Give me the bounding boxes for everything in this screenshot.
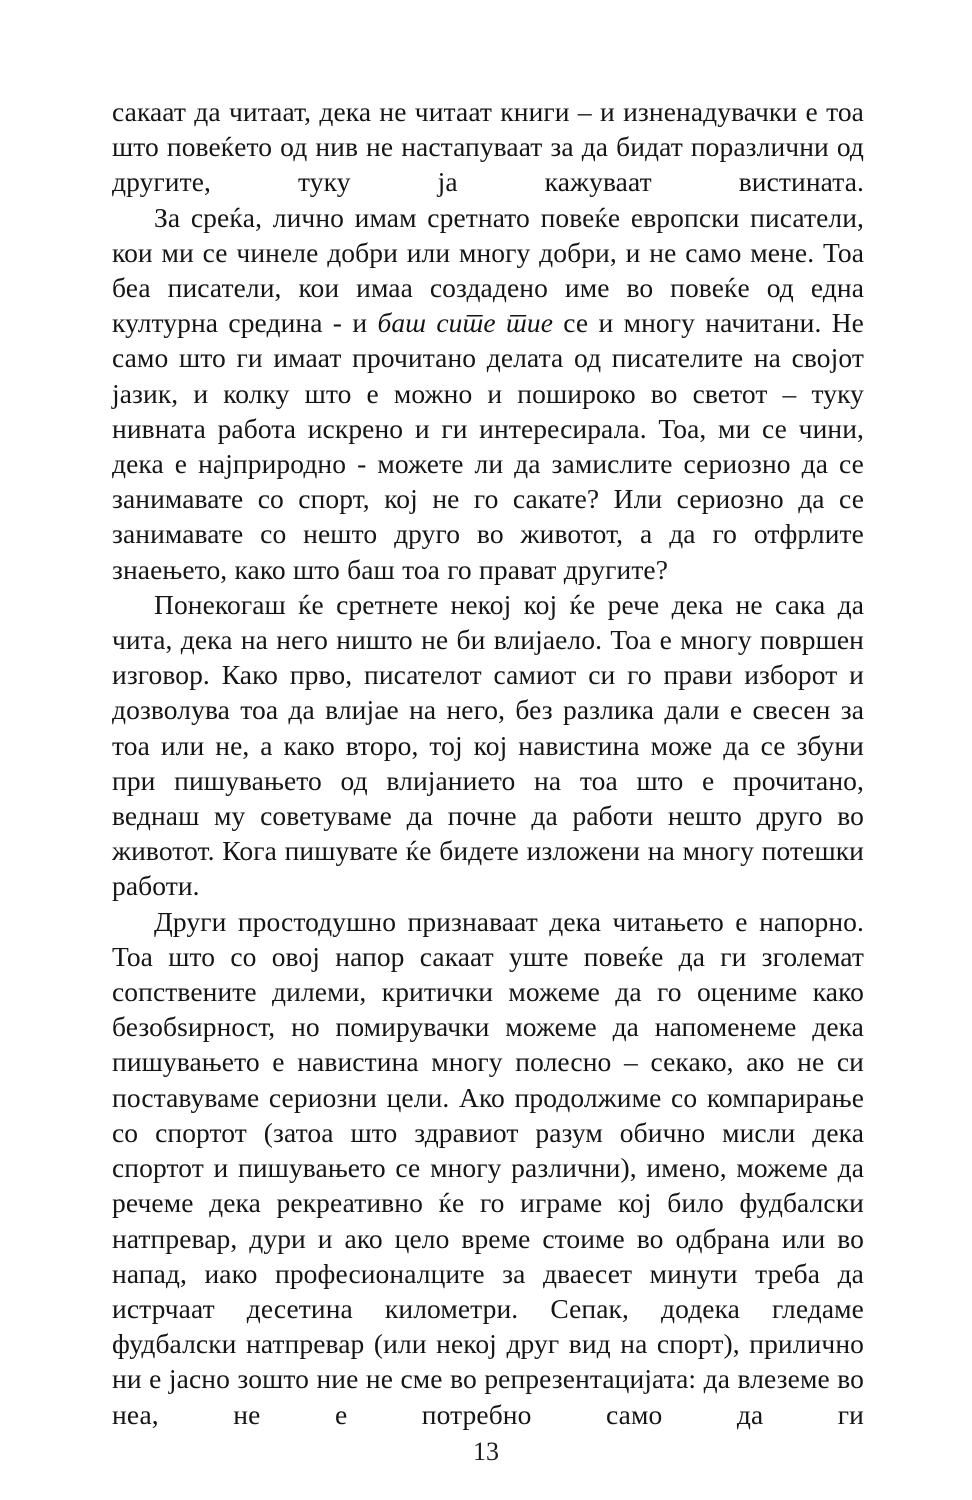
paragraph-2-text-after-italic: се и многу начитани. Не само што ги имаат прочитано делата од писателите на својот јазик, и колку што е можно и пошироко во светот – туку нивната работа искрено и ги интересирала. Тоа, ми се чини, дека е најприродно - можете ли да замислите сериозно да се занимавате со спорт, кој не го сакате? Или сериозно да се занимавате со нешто друго во животот, а да го отфрлите знаењето, како што баш тоа го прават другите? bbox=[112, 307, 864, 585]
paragraph-2-italic-phrase: баш сите тие bbox=[377, 307, 553, 339]
paragraph-4: Други простодушно признаваат дека читањето е напорно. Тоа што со овој напор сакаат уште повеќе да ги зголемат сопствените дилеми, критички можеме да го оцениме како безобѕирност, но помирувачки можеме да напоменеме дека пишувањето е навистина многу полесно – секако, ако не си поставуваме сериозни цели. Ако продолжиме со компарирање со спортот (затоа што здравиот разум обично мисли дека спортот и пишувањето се многу различни), имено, можеме да речеме дека рекреативно ќе го играме кој било фудбалски натпревар, дури и ако цело време стоиме во одбрана или во напад, иако професионалците за дваесет минути треба да истрчаат десетина километри. Сепак, додека гледаме фудбалски натпревар (или некој друг вид на спорт), прилично ни е јасно зошто ние не сме во репрезентацијата: да влеземе во неа, не е потребно само да ги bbox=[112, 905, 864, 1430]
paragraph-continuation: сакаат да читаат, дека не читаат книги – и изненадувачки е тоа што повеќето од нив не настапуваат за да бидат поразлични од другите, туку ја кажуваат вистината. bbox=[112, 96, 864, 198]
page-text-block bbox=[112, 94, 864, 1432]
paragraph-2 bbox=[112, 200, 864, 587]
page-number: 13 bbox=[473, 1437, 499, 1466]
paragraph-2-text-before-italic: За среќа, лично имам сретнато повеќе европски писатели, кои ми се чинеле добри или многу добри, и не само мене. Тоа беа писатели, кои имаа создадено име во повеќе од една културна средина - и bbox=[112, 201, 864, 339]
paragraph-3: Понекогаш ќе сретнете некој кој ќе рече дека не сака да чита, дека на него ништо не би влијаело. Тоа е многу површен изговор. Како прво, писателот самиот си го прави изборот и дозволува тоа да влијае на него, без разлика дали е свесен за тоа или не, а како второ, тој кој навистина може да се збуни при пишувањето од влијанието на тоа што е прочитано, веднаш му советуваме да почне да работи нешто друго во животот. Кога пишувате ќе бидете изложени на многу потешки работи. bbox=[112, 588, 864, 902]
